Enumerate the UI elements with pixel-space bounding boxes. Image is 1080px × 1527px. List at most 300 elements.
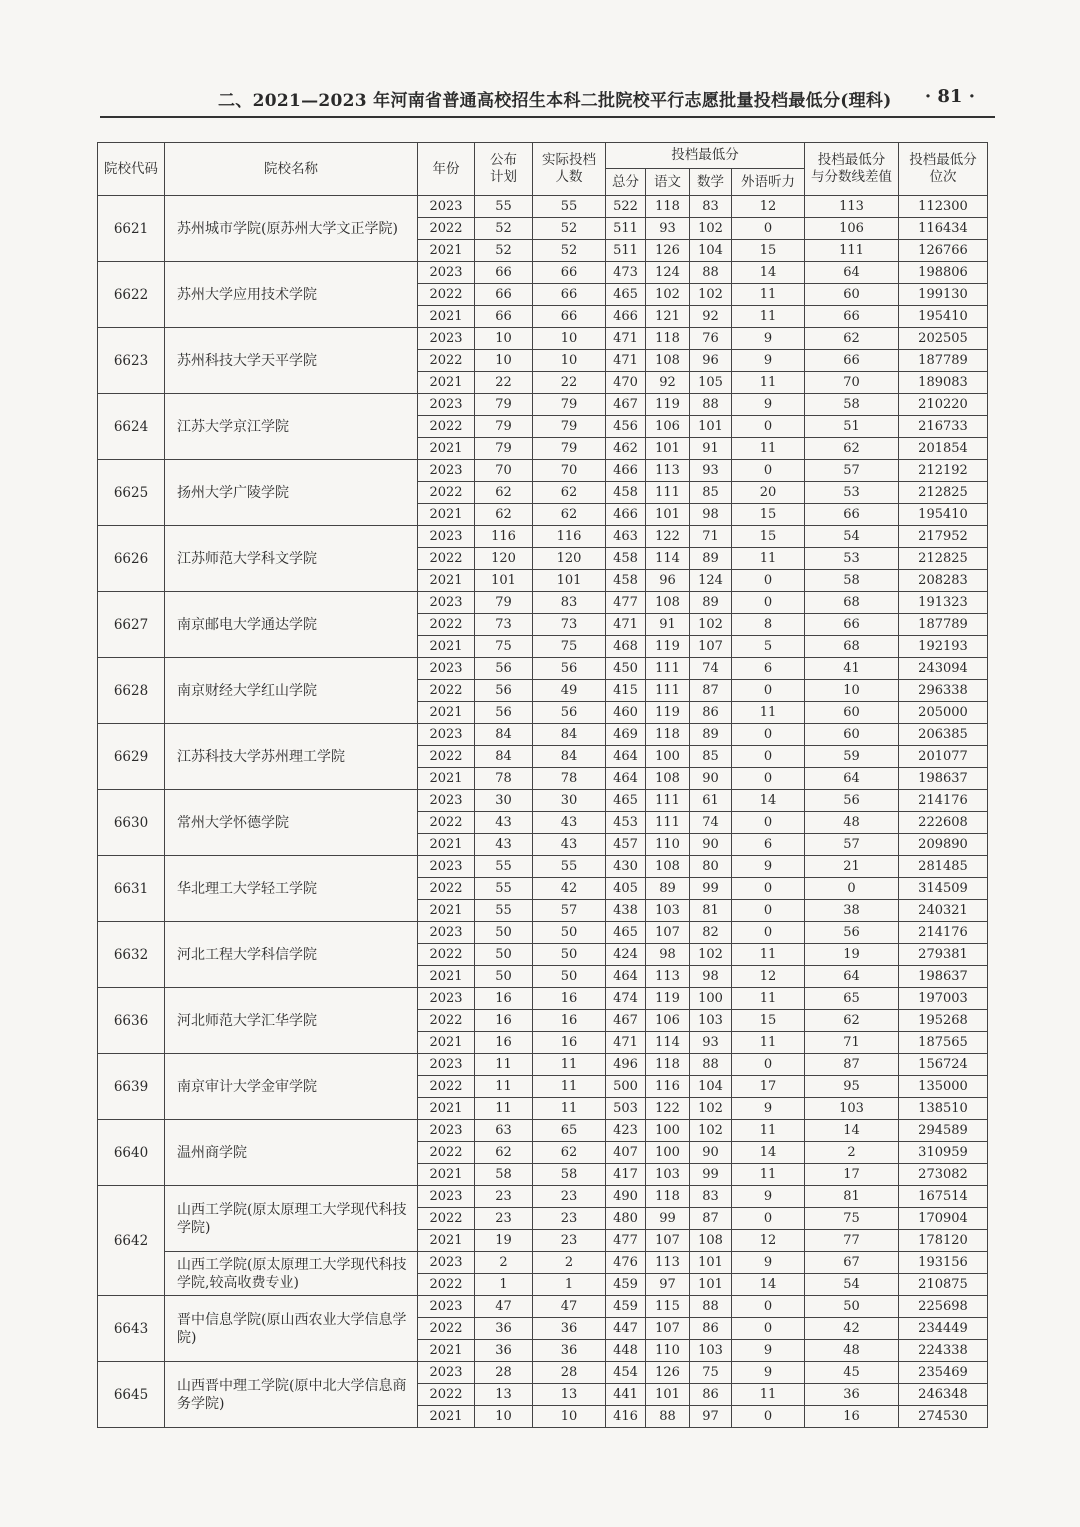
cell-actual: 1	[533, 1274, 606, 1296]
cell-rank: 187789	[899, 350, 988, 372]
cell-diff: 54	[805, 526, 899, 548]
cell-rank: 274530	[899, 1406, 988, 1428]
cell-math: 102	[690, 944, 732, 966]
cell-math: 85	[690, 482, 732, 504]
cell-rank: 170904	[899, 1208, 988, 1230]
cell-math: 96	[690, 350, 732, 372]
cell-math: 88	[690, 1296, 732, 1318]
cell-year: 2023	[418, 790, 475, 812]
table-row	[98, 856, 988, 878]
cell-rank: 273082	[899, 1164, 988, 1186]
cell-actual: 2	[533, 1252, 606, 1274]
cell-rank: 212192	[899, 460, 988, 482]
cell-rank: 187565	[899, 1032, 988, 1054]
cell-year: 2021	[418, 966, 475, 988]
cell-listening: 6	[732, 658, 805, 680]
cell-listening: 0	[732, 460, 805, 482]
cell-chinese: 100	[646, 746, 690, 768]
cell-listening: 0	[732, 680, 805, 702]
cell-total: 448	[606, 1340, 646, 1362]
page-number: · 81 ·	[924, 86, 975, 107]
cell-plan: 19	[475, 1230, 533, 1252]
institution-name: 温州商学院	[165, 1120, 418, 1186]
cell-actual: 16	[533, 1010, 606, 1032]
cell-rank: 112300	[899, 196, 988, 218]
cell-math: 89	[690, 592, 732, 614]
cell-actual: 36	[533, 1340, 606, 1362]
cell-year: 2021	[418, 834, 475, 856]
institution-code: 6626	[98, 526, 165, 592]
cell-math: 102	[690, 218, 732, 240]
cell-total: 466	[606, 306, 646, 328]
cell-actual: 13	[533, 1384, 606, 1406]
cell-plan: 23	[475, 1208, 533, 1230]
cell-listening: 9	[732, 1340, 805, 1362]
cell-year: 2021	[418, 1098, 475, 1120]
cell-year: 2023	[418, 262, 475, 284]
cell-year: 2021	[418, 636, 475, 658]
cell-math: 90	[690, 834, 732, 856]
cell-math: 85	[690, 746, 732, 768]
cell-listening: 14	[732, 262, 805, 284]
cell-diff: 48	[805, 1340, 899, 1362]
cell-diff: 57	[805, 460, 899, 482]
institution-code: 6642	[98, 1186, 165, 1296]
cell-total: 424	[606, 944, 646, 966]
cell-actual: 57	[533, 900, 606, 922]
cell-total: 463	[606, 526, 646, 548]
cell-listening: 5	[732, 636, 805, 658]
cell-total: 416	[606, 1406, 646, 1428]
cell-total: 465	[606, 790, 646, 812]
cell-year: 2022	[418, 878, 475, 900]
cell-actual: 70	[533, 460, 606, 482]
cell-total: 465	[606, 284, 646, 306]
cell-chinese: 114	[646, 1032, 690, 1054]
cell-diff: 16	[805, 1406, 899, 1428]
cell-year: 2022	[418, 1274, 475, 1296]
cell-chinese: 118	[646, 328, 690, 350]
cell-year: 2022	[418, 218, 475, 240]
cell-diff: 62	[805, 438, 899, 460]
cell-diff: 54	[805, 1274, 899, 1296]
institution-code: 6624	[98, 394, 165, 460]
cell-math: 87	[690, 680, 732, 702]
cell-year: 2022	[418, 350, 475, 372]
header-rank-line2: 位次	[929, 169, 957, 185]
cell-diff: 66	[805, 306, 899, 328]
cell-chinese: 99	[646, 1208, 690, 1230]
cell-actual: 52	[533, 240, 606, 262]
cell-diff: 60	[805, 702, 899, 724]
cell-diff: 17	[805, 1164, 899, 1186]
institution-code: 6639	[98, 1054, 165, 1120]
cell-year: 2021	[418, 702, 475, 724]
cell-math: 101	[690, 1252, 732, 1274]
cell-plan: 36	[475, 1340, 533, 1362]
cell-year: 2021	[418, 570, 475, 592]
cell-total: 405	[606, 878, 646, 900]
cell-actual: 116	[533, 526, 606, 548]
cell-total: 458	[606, 570, 646, 592]
cell-plan: 47	[475, 1296, 533, 1318]
cell-actual: 10	[533, 350, 606, 372]
cell-year: 2023	[418, 1296, 475, 1318]
cell-diff: 59	[805, 746, 899, 768]
cell-plan: 50	[475, 922, 533, 944]
cell-total: 447	[606, 1318, 646, 1340]
cell-diff: 64	[805, 768, 899, 790]
cell-rank: 240321	[899, 900, 988, 922]
cell-diff: 53	[805, 482, 899, 504]
cell-listening: 11	[732, 548, 805, 570]
cell-plan: 16	[475, 988, 533, 1010]
cell-total: 470	[606, 372, 646, 394]
cell-total: 522	[606, 196, 646, 218]
cell-math: 89	[690, 724, 732, 746]
cell-actual: 58	[533, 1164, 606, 1186]
cell-math: 89	[690, 548, 732, 570]
cell-total: 438	[606, 900, 646, 922]
cell-actual: 84	[533, 724, 606, 746]
cell-rank: 224338	[899, 1340, 988, 1362]
cell-year: 2023	[418, 1120, 475, 1142]
cell-actual: 52	[533, 218, 606, 240]
header-actual	[533, 143, 606, 196]
institution-name: 南京财经大学红山学院	[165, 658, 418, 724]
cell-chinese: 122	[646, 526, 690, 548]
cell-listening: 11	[732, 988, 805, 1010]
cell-plan: 11	[475, 1098, 533, 1120]
cell-listening: 0	[732, 900, 805, 922]
cell-math: 83	[690, 1186, 732, 1208]
cell-total: 467	[606, 394, 646, 416]
cell-total: 473	[606, 262, 646, 284]
cell-plan: 55	[475, 878, 533, 900]
cell-year: 2023	[418, 856, 475, 878]
cell-plan: 62	[475, 504, 533, 526]
cell-total: 465	[606, 922, 646, 944]
institution-name: 晋中信息学院(原山西农业大学信息学院)	[165, 1296, 418, 1362]
cell-chinese: 118	[646, 1054, 690, 1076]
cell-actual: 47	[533, 1296, 606, 1318]
cell-listening: 11	[732, 284, 805, 306]
cell-chinese: 119	[646, 394, 690, 416]
cell-chinese: 88	[646, 1406, 690, 1428]
cell-year: 2023	[418, 1054, 475, 1076]
cell-rank: 205000	[899, 702, 988, 724]
cell-chinese: 111	[646, 790, 690, 812]
institution-name: 常州大学怀德学院	[165, 790, 418, 856]
cell-rank: 135000	[899, 1076, 988, 1098]
cell-rank: 243094	[899, 658, 988, 680]
cell-plan: 13	[475, 1384, 533, 1406]
institution-code: 6643	[98, 1296, 165, 1362]
cell-year: 2022	[418, 1384, 475, 1406]
cell-diff: 64	[805, 966, 899, 988]
cell-diff: 53	[805, 548, 899, 570]
cell-rank: 279381	[899, 944, 988, 966]
institution-name: 南京审计大学金审学院	[165, 1054, 418, 1120]
cell-actual: 79	[533, 438, 606, 460]
cell-chinese: 113	[646, 1252, 690, 1274]
cell-year: 2022	[418, 614, 475, 636]
cell-rank: 178120	[899, 1230, 988, 1252]
cell-math: 75	[690, 1362, 732, 1384]
cell-chinese: 111	[646, 680, 690, 702]
cell-math: 102	[690, 1098, 732, 1120]
cell-year: 2021	[418, 1340, 475, 1362]
cell-plan: 10	[475, 1406, 533, 1428]
cell-plan: 73	[475, 614, 533, 636]
header-chinese: 语文	[646, 169, 690, 196]
cell-math: 90	[690, 768, 732, 790]
cell-math: 104	[690, 240, 732, 262]
cell-diff: 45	[805, 1362, 899, 1384]
cell-chinese: 107	[646, 922, 690, 944]
cell-chinese: 108	[646, 768, 690, 790]
table-row	[98, 988, 988, 1010]
cell-actual: 11	[533, 1054, 606, 1076]
cell-diff: 57	[805, 834, 899, 856]
cell-plan: 84	[475, 746, 533, 768]
cell-rank: 199130	[899, 284, 988, 306]
table-row	[98, 1120, 988, 1142]
cell-plan: 56	[475, 702, 533, 724]
cell-total: 466	[606, 504, 646, 526]
cell-total: 454	[606, 1362, 646, 1384]
cell-chinese: 116	[646, 1076, 690, 1098]
cell-plan: 22	[475, 372, 533, 394]
cell-year: 2022	[418, 1318, 475, 1340]
cell-total: 469	[606, 724, 646, 746]
cell-rank: 225698	[899, 1296, 988, 1318]
cell-year: 2022	[418, 1208, 475, 1230]
cell-actual: 75	[533, 636, 606, 658]
cell-total: 466	[606, 460, 646, 482]
cell-listening: 11	[732, 438, 805, 460]
cell-year: 2023	[418, 988, 475, 1010]
cell-plan: 101	[475, 570, 533, 592]
cell-plan: 16	[475, 1032, 533, 1054]
cell-plan: 52	[475, 218, 533, 240]
cell-diff: 10	[805, 680, 899, 702]
cell-plan: 36	[475, 1318, 533, 1340]
cell-rank: 222608	[899, 812, 988, 834]
cell-chinese: 111	[646, 482, 690, 504]
cell-actual: 23	[533, 1186, 606, 1208]
cell-year: 2021	[418, 1406, 475, 1428]
cell-year: 2023	[418, 592, 475, 614]
institution-code: 6621	[98, 196, 165, 262]
cell-math: 103	[690, 1010, 732, 1032]
cell-total: 423	[606, 1120, 646, 1142]
cell-year: 2022	[418, 482, 475, 504]
cell-total: 460	[606, 702, 646, 724]
institution-code: 6645	[98, 1362, 165, 1428]
institution-name: 山西晋中理工学院(原中北大学信息商务学院)	[165, 1362, 418, 1428]
cell-chinese: 122	[646, 1098, 690, 1120]
cell-listening: 11	[732, 702, 805, 724]
cell-listening: 11	[732, 1384, 805, 1406]
cell-diff: 51	[805, 416, 899, 438]
cell-listening: 9	[732, 350, 805, 372]
cell-actual: 10	[533, 328, 606, 350]
cell-actual: 55	[533, 196, 606, 218]
cell-chinese: 100	[646, 1142, 690, 1164]
cell-plan: 79	[475, 416, 533, 438]
institution-code: 6636	[98, 988, 165, 1054]
institution-code: 6622	[98, 262, 165, 328]
cell-actual: 11	[533, 1098, 606, 1120]
cell-chinese: 115	[646, 1296, 690, 1318]
cell-rank: 189083	[899, 372, 988, 394]
cell-actual: 11	[533, 1076, 606, 1098]
cell-total: 496	[606, 1054, 646, 1076]
cell-math: 93	[690, 1032, 732, 1054]
institution-name: 江苏科技大学苏州理工学院	[165, 724, 418, 790]
cell-plan: 75	[475, 636, 533, 658]
cell-listening: 0	[732, 592, 805, 614]
institution-code: 6631	[98, 856, 165, 922]
cell-listening: 12	[732, 196, 805, 218]
cell-diff: 70	[805, 372, 899, 394]
institution-code: 6632	[98, 922, 165, 988]
cell-year: 2021	[418, 1032, 475, 1054]
table-row	[98, 658, 988, 680]
cell-rank: 217952	[899, 526, 988, 548]
cell-math: 83	[690, 196, 732, 218]
cell-math: 76	[690, 328, 732, 350]
cell-diff: 64	[805, 262, 899, 284]
cell-year: 2021	[418, 504, 475, 526]
cell-listening: 0	[732, 922, 805, 944]
cell-listening: 0	[732, 1296, 805, 1318]
header-diff-line1: 投档最低分	[817, 152, 886, 168]
cell-total: 471	[606, 614, 646, 636]
cell-year: 2022	[418, 1010, 475, 1032]
cell-total: 459	[606, 1274, 646, 1296]
cell-diff: 68	[805, 636, 899, 658]
cell-rank: 195268	[899, 1010, 988, 1032]
cell-rank: 198637	[899, 966, 988, 988]
cell-math: 101	[690, 1274, 732, 1296]
cell-total: 471	[606, 350, 646, 372]
cell-chinese: 102	[646, 284, 690, 306]
cell-total: 500	[606, 1076, 646, 1098]
institution-name: 河北师范大学汇华学院	[165, 988, 418, 1054]
header-plan-line2: 计划	[490, 169, 517, 185]
cell-year: 2021	[418, 372, 475, 394]
cell-actual: 22	[533, 372, 606, 394]
table-row	[98, 1362, 988, 1384]
cell-plan: 50	[475, 944, 533, 966]
institution-name: 华北理工大学轻工学院	[165, 856, 418, 922]
cell-chinese: 108	[646, 592, 690, 614]
institution-code: 6623	[98, 328, 165, 394]
cell-rank: 281485	[899, 856, 988, 878]
cell-total: 464	[606, 768, 646, 790]
cell-rank: 192193	[899, 636, 988, 658]
cell-actual: 30	[533, 790, 606, 812]
cell-year: 2021	[418, 1230, 475, 1252]
cell-total: 464	[606, 746, 646, 768]
cell-actual: 66	[533, 262, 606, 284]
cell-year: 2023	[418, 1362, 475, 1384]
cell-rank: 187789	[899, 614, 988, 636]
cell-chinese: 119	[646, 988, 690, 1010]
cell-listening: 15	[732, 240, 805, 262]
cell-rank: 234449	[899, 1318, 988, 1340]
cell-math: 88	[690, 394, 732, 416]
institution-name: 江苏大学京江学院	[165, 394, 418, 460]
cell-chinese: 118	[646, 196, 690, 218]
cell-rank: 202505	[899, 328, 988, 350]
cell-diff: 71	[805, 1032, 899, 1054]
cell-total: 477	[606, 592, 646, 614]
cell-diff: 81	[805, 1186, 899, 1208]
cell-plan: 28	[475, 1362, 533, 1384]
institution-name: 南京邮电大学通达学院	[165, 592, 418, 658]
cell-listening: 11	[732, 1032, 805, 1054]
cell-diff: 66	[805, 504, 899, 526]
cell-plan: 58	[475, 1164, 533, 1186]
header-actual-line1: 实际投档	[542, 152, 596, 168]
cell-year: 2021	[418, 1164, 475, 1186]
cell-plan: 11	[475, 1054, 533, 1076]
cell-diff: 0	[805, 878, 899, 900]
table-row	[98, 526, 988, 548]
cell-listening: 8	[732, 614, 805, 636]
cell-actual: 73	[533, 614, 606, 636]
cell-chinese: 89	[646, 878, 690, 900]
institution-name: 苏州城市学院(原苏州大学文正学院)	[165, 196, 418, 262]
cell-chinese: 96	[646, 570, 690, 592]
cell-math: 74	[690, 812, 732, 834]
cell-math: 88	[690, 1054, 732, 1076]
cell-rank: 167514	[899, 1186, 988, 1208]
cell-total: 511	[606, 240, 646, 262]
cell-listening: 15	[732, 1010, 805, 1032]
cell-diff: 65	[805, 988, 899, 1010]
cell-diff: 60	[805, 724, 899, 746]
cell-rank: 212825	[899, 548, 988, 570]
institution-code: 6628	[98, 658, 165, 724]
cell-diff: 48	[805, 812, 899, 834]
header-code: 院校代码	[98, 143, 165, 196]
cell-math: 86	[690, 702, 732, 724]
cell-rank: 246348	[899, 1384, 988, 1406]
cell-total: 490	[606, 1186, 646, 1208]
cell-listening: 9	[732, 1252, 805, 1274]
cell-rank: 296338	[899, 680, 988, 702]
cell-math: 88	[690, 262, 732, 284]
cell-plan: 52	[475, 240, 533, 262]
cell-listening: 6	[732, 834, 805, 856]
cell-listening: 0	[732, 724, 805, 746]
cell-listening: 14	[732, 1274, 805, 1296]
cell-listening: 15	[732, 526, 805, 548]
institution-name: 苏州大学应用技术学院	[165, 262, 418, 328]
header-actual-line2: 人数	[555, 169, 583, 185]
cell-rank: 214176	[899, 790, 988, 812]
cell-actual: 66	[533, 284, 606, 306]
cell-listening: 11	[732, 372, 805, 394]
cell-chinese: 111	[646, 658, 690, 680]
cell-plan: 84	[475, 724, 533, 746]
cell-chinese: 121	[646, 306, 690, 328]
cell-chinese: 107	[646, 1230, 690, 1252]
